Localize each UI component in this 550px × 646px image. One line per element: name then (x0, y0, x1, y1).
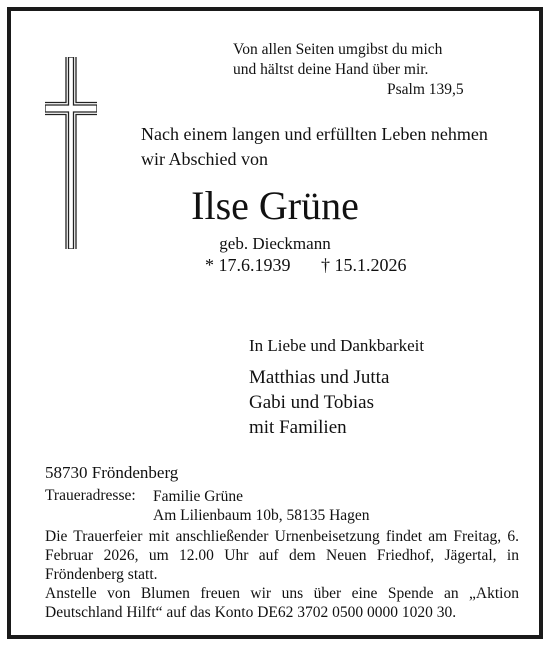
maiden-name: geb. Dieckmann (219, 234, 331, 253)
psalm-quote (233, 40, 442, 80)
intro-line: wir Abschied von (141, 149, 268, 169)
funeral-notice: Die Trauerfeier mit anschließender Urnenbeisetzung findet am Freitag, 6. Februar 2026, um 12.00 Uhr auf dem Neuen Friedhof, Jägertal, in Fröndenberg statt. (45, 528, 519, 583)
address-block (153, 487, 370, 525)
psalm-line: und hältst deine Hand über mir. (233, 61, 429, 78)
address-line: Familie Grüne (153, 488, 243, 505)
address-label: Traueradresse: (45, 487, 136, 504)
mourners-list (249, 365, 389, 440)
intro-text (141, 122, 488, 172)
address-line: Am Lilienbaum 10b, 58135 Hagen (153, 507, 370, 524)
death-date: † 15.1.2026 (321, 255, 407, 275)
mourner-name: Matthias und Jutta (249, 367, 390, 388)
donation-notice: Anstelle von Blumen freuen wir uns über eine Spende an „Aktion Deutschland Hilft“ auf das Konto DE62 3702 0500 0000 1020 30. (45, 585, 519, 621)
birth-date: * 17.6.1939 (205, 255, 291, 275)
deceased-name: Ilse Grüne (191, 183, 359, 228)
psalm-source: Psalm 139,5 (387, 81, 464, 98)
intro-line: Nach einem langen und erfüllten Leben nehmen (141, 124, 488, 144)
mourner-name: Gabi und Tobias (249, 392, 374, 413)
obituary-frame (7, 7, 543, 639)
mourners-heading: In Liebe und Dankbarkeit (249, 336, 425, 355)
psalm-line: Von allen Seiten umgibst du mich (233, 41, 443, 58)
mourner-name: mit Familien (249, 417, 347, 438)
city-line: 58730 Fröndenberg (45, 463, 179, 482)
